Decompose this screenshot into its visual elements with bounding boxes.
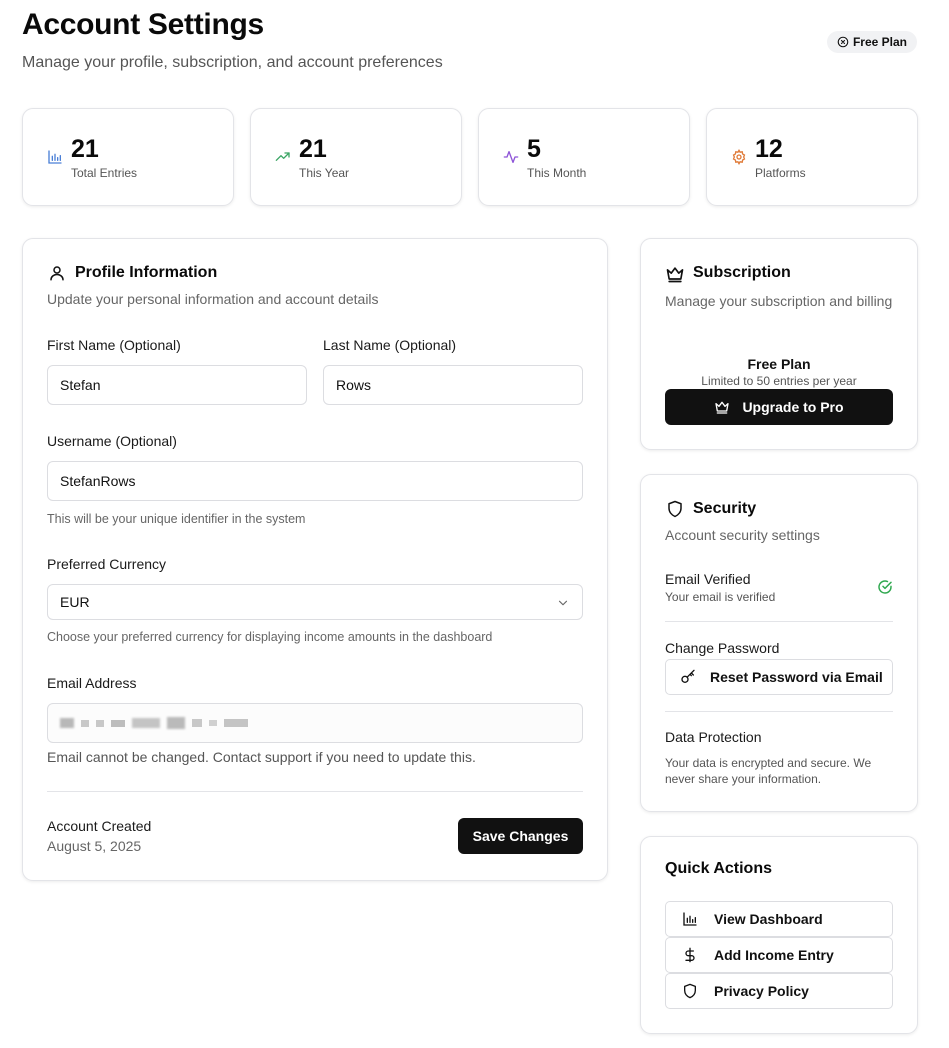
- plan-badge-label: Free Plan: [852, 35, 907, 49]
- stat-label: Total Entries: [71, 166, 138, 180]
- email-verified-text: Your email is verified: [665, 590, 776, 604]
- plan-badge: [827, 31, 917, 53]
- plan-limit: Limited to 50 entries per year: [701, 374, 857, 388]
- first-name-label: First Name (Optional): [47, 337, 181, 353]
- divider: [665, 711, 893, 712]
- check-circle-icon: [877, 579, 893, 595]
- username-label: Username (Optional): [47, 433, 177, 449]
- crown-icon: [665, 264, 685, 282]
- stat-value: 21: [71, 135, 99, 163]
- profile-card: [22, 238, 608, 881]
- stat-value: 5: [527, 135, 541, 163]
- email-verified-title: Email Verified: [665, 571, 751, 587]
- stat-card-this-year: [250, 108, 462, 206]
- subscription-card: [640, 238, 918, 450]
- email-label: Email Address: [47, 675, 137, 691]
- security-description: Account security settings: [665, 527, 820, 543]
- page-subtitle: Manage your profile, subscription, and account preferences: [22, 54, 443, 71]
- profile-description: Update your personal information and account details: [47, 291, 379, 307]
- stat-card-total-entries: [22, 108, 234, 206]
- stat-label: This Year: [299, 166, 350, 180]
- view-dashboard-button[interactable]: [665, 901, 893, 937]
- page-title: Account Settings: [22, 8, 264, 41]
- add-income-entry-label: Add Income Entry: [714, 947, 834, 963]
- last-name-label: Last Name (Optional): [323, 337, 457, 353]
- circle-x-icon: [837, 36, 849, 48]
- stat-value: 21: [299, 135, 327, 163]
- quick-actions-card: [640, 836, 918, 1034]
- add-income-entry-button[interactable]: [665, 937, 893, 973]
- current-plan-name: Free Plan: [747, 356, 811, 372]
- upgrade-button[interactable]: [665, 389, 893, 425]
- account-created-label: Account Created: [47, 818, 152, 834]
- username-help: This will be your unique identifier in the system: [47, 512, 306, 526]
- activity-icon: [503, 149, 519, 165]
- security-card: [640, 474, 918, 812]
- chevron-down-icon: [556, 596, 570, 610]
- stat-card-this-month: [478, 108, 690, 206]
- email-input: [47, 703, 583, 743]
- privacy-policy-button[interactable]: [665, 973, 893, 1009]
- reset-password-label: Reset Password via Email: [710, 669, 883, 685]
- account-created-date: August 5, 2025: [47, 838, 142, 854]
- user-icon: [48, 264, 66, 282]
- crown-icon: [714, 399, 730, 415]
- currency-label: Preferred Currency: [47, 556, 167, 572]
- upgrade-button-label: Upgrade to Pro: [742, 399, 844, 415]
- stat-label: Platforms: [755, 166, 806, 180]
- divider: [665, 621, 893, 622]
- username-input[interactable]: StefanRows: [47, 461, 583, 501]
- trending-up-icon: [275, 149, 291, 165]
- save-button[interactable]: Save Changes: [458, 818, 583, 854]
- email-redacted: [60, 717, 248, 729]
- profile-title: Profile Information: [75, 264, 218, 281]
- stat-label: This Month: [527, 166, 587, 180]
- currency-value: EUR: [60, 594, 90, 610]
- reset-password-button[interactable]: [665, 659, 893, 695]
- data-protection-text: Your data is encrypted and secure. We never share your information.: [665, 756, 872, 786]
- data-protection-title: Data Protection: [665, 729, 762, 745]
- first-name-input[interactable]: Stefan: [47, 365, 307, 405]
- bar-chart-icon: [47, 149, 63, 165]
- quick-actions-title: Quick Actions: [665, 860, 772, 877]
- last-name-input[interactable]: Rows: [323, 365, 583, 405]
- stat-value: 12: [755, 135, 783, 163]
- security-title: Security: [693, 500, 757, 517]
- stat-card-platforms: [706, 108, 918, 206]
- view-dashboard-label: View Dashboard: [714, 911, 823, 927]
- subscription-description: Manage your subscription and billing: [665, 293, 893, 309]
- change-password-title: Change Password: [665, 640, 780, 656]
- shield-icon: [666, 500, 684, 520]
- gear-icon: [731, 149, 747, 165]
- email-help: Email cannot be changed. Contact support if you need to update this.: [47, 749, 476, 765]
- key-icon: [680, 669, 696, 685]
- subscription-title: Subscription: [693, 264, 791, 281]
- bar-chart-icon: [682, 911, 698, 927]
- shield-icon: [682, 983, 698, 999]
- divider: [47, 791, 583, 792]
- dollar-icon: [682, 947, 698, 963]
- privacy-policy-label: Privacy Policy: [714, 983, 809, 999]
- currency-select[interactable]: [47, 584, 583, 620]
- currency-help: Choose your preferred currency for displaying income amounts in the dashboard: [47, 630, 493, 644]
